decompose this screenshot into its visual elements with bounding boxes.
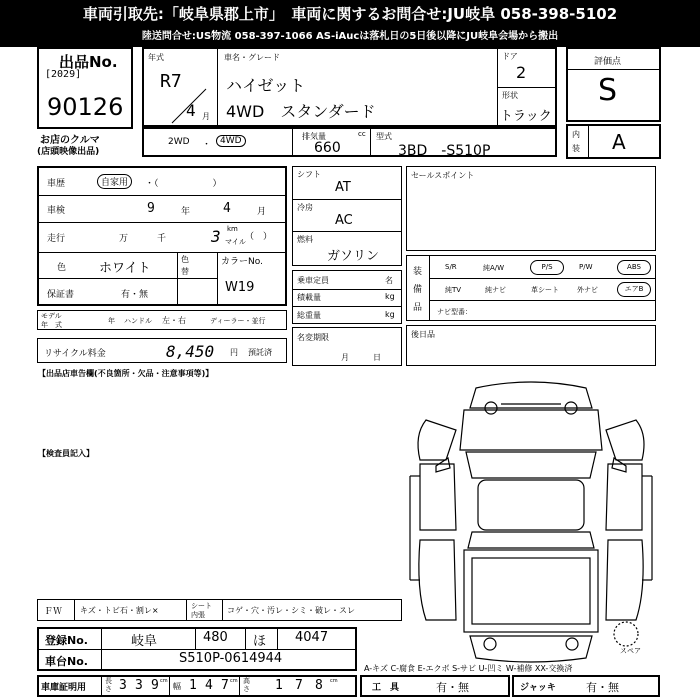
recycle-row bbox=[37, 338, 287, 363]
drive-2wd: 2WD bbox=[168, 137, 190, 147]
body-type: トラック bbox=[500, 109, 552, 124]
month-unit: 月 bbox=[202, 112, 210, 121]
year-value: R7 bbox=[160, 71, 182, 92]
interior-label-2: 装 bbox=[572, 144, 580, 153]
equipment-label-3: 品 bbox=[413, 303, 423, 313]
color-change-2: 替 bbox=[181, 267, 189, 276]
drive-4wd: 4WD bbox=[216, 135, 246, 147]
dim-length-unit: cm bbox=[160, 678, 168, 684]
equip-navi: 純ナビ bbox=[485, 286, 506, 294]
ac-value: AC bbox=[335, 213, 353, 228]
recycle-note: 預託済 bbox=[248, 348, 272, 357]
equip-tv: 純TV bbox=[445, 286, 462, 294]
capacity-box bbox=[292, 270, 402, 324]
chassis-label: 車台No. bbox=[45, 655, 88, 668]
rear-bumper bbox=[470, 636, 592, 662]
equip-ps: P/S bbox=[530, 260, 564, 275]
capacity-unit: 名 bbox=[385, 276, 393, 285]
seat-label-2: 内張 bbox=[191, 611, 205, 619]
mileage-man: 万 bbox=[119, 234, 129, 244]
rear-window bbox=[468, 532, 594, 548]
roof bbox=[478, 480, 584, 530]
equip-sr: S/R bbox=[445, 263, 457, 271]
equip-aw: 純A/W bbox=[483, 264, 505, 272]
mileage-unit-mile: マイル bbox=[225, 238, 246, 246]
dim-height-d3: 8 bbox=[315, 678, 323, 693]
dim-width-d3: 7 bbox=[221, 678, 229, 693]
reg-label: 登録No. bbox=[45, 634, 88, 647]
jack-value: 有・無 bbox=[586, 681, 619, 694]
dim-length-d1: 3 bbox=[119, 678, 127, 693]
inspection-label: 車検 bbox=[47, 206, 66, 216]
taillight-right bbox=[566, 638, 578, 650]
cert-label: 車庫証明用 bbox=[41, 683, 87, 693]
model-value: 3BD -S510P bbox=[398, 143, 491, 159]
fuel-value: ガソリン bbox=[327, 249, 380, 264]
score-box bbox=[566, 47, 661, 122]
name-label: 車名・グレード bbox=[224, 53, 280, 62]
after-box bbox=[406, 325, 656, 366]
inspection-month-unit: 月 bbox=[257, 207, 267, 217]
dim-height-label: 高さ bbox=[243, 677, 250, 693]
equipment-label-1: 装 bbox=[413, 267, 423, 277]
door-right bbox=[606, 464, 642, 530]
history-label: 車歴 bbox=[47, 179, 66, 189]
drive-box: 2WD ・ 4WD 排気量 cc 660 型式 3BD -S510P bbox=[142, 127, 557, 157]
chassis-value: S510P-0614944 bbox=[179, 651, 283, 666]
color-change-1: 色 bbox=[181, 255, 189, 264]
mileage-unit-km: km bbox=[227, 225, 238, 233]
recycle-unit: 円 bbox=[230, 348, 238, 357]
fender-front-right bbox=[606, 420, 644, 460]
vehicle-grade: 4WD スタンダード bbox=[226, 102, 376, 121]
weight-label: 総重量 bbox=[297, 311, 321, 320]
dim-length-d2: 3 bbox=[135, 678, 143, 693]
report-label: 【出品店車告欄(不良箇所・欠品・注意事項等)】 bbox=[38, 369, 214, 378]
header-line-2: 陸送問合せ:US物流 058-397-1066 AS-iAucは落札日の5日後以降にJU岐阜会場から搬出 bbox=[141, 31, 559, 42]
equip-airbag: エアB bbox=[617, 282, 651, 297]
inspector-label: 【検査員記入】 bbox=[38, 449, 94, 458]
lot-label: 出品No. bbox=[59, 53, 118, 71]
jack-label: ジャッキ bbox=[520, 683, 556, 693]
dealer-label: ディーラー・並行 bbox=[210, 317, 266, 325]
dim-height-d1: 1 bbox=[275, 678, 283, 693]
equip-abs: ABS bbox=[617, 260, 651, 275]
registration-box bbox=[37, 627, 357, 671]
name-change-box bbox=[292, 327, 402, 366]
color-value: ホワイト bbox=[99, 261, 151, 276]
color-no-value: W19 bbox=[225, 280, 255, 295]
mileage-paren: （ ） bbox=[245, 232, 273, 242]
side-rear-right bbox=[606, 540, 643, 620]
reg-num: 4047 bbox=[295, 630, 329, 645]
month-value: 4 bbox=[186, 101, 196, 120]
name-change-label: 名変期限 bbox=[297, 333, 329, 342]
spare-tire bbox=[614, 622, 638, 646]
mileage-label: 走行 bbox=[47, 234, 66, 244]
weight-unit: kg bbox=[385, 310, 395, 319]
capacity-label: 乗車定員 bbox=[297, 276, 329, 285]
handle-value: 左・右 bbox=[162, 316, 186, 325]
shift-value: AT bbox=[335, 180, 351, 195]
dim-height-d2: 7 bbox=[295, 678, 303, 693]
windshield bbox=[466, 452, 596, 478]
reg-kana: ほ bbox=[253, 634, 267, 649]
specs-box bbox=[292, 166, 402, 266]
equip-pw: P/W bbox=[579, 263, 593, 271]
displacement-label: 排気量 bbox=[302, 132, 326, 141]
header-bar bbox=[0, 0, 700, 47]
tools-value: 有・無 bbox=[436, 681, 469, 694]
interior-value: A bbox=[612, 130, 626, 154]
model-year-label-2: 年 式 bbox=[41, 321, 62, 329]
dim-width-d1: 1 bbox=[189, 678, 197, 693]
load-unit: kg bbox=[385, 292, 395, 301]
tools-label: 工 具 bbox=[372, 683, 400, 693]
fender-front-left bbox=[418, 420, 456, 460]
model-year-label-1: モデル bbox=[41, 312, 62, 320]
fw-row bbox=[37, 599, 402, 621]
history-rest: ・（ ） bbox=[145, 179, 222, 189]
mileage-value: 3 bbox=[211, 227, 221, 246]
color-label: 色 bbox=[57, 263, 67, 273]
interior-label-1: 内 bbox=[572, 130, 580, 139]
load-label: 積載量 bbox=[297, 293, 321, 302]
inspection-year: 9 bbox=[147, 201, 155, 216]
lot-box bbox=[37, 47, 133, 129]
cargo-bed bbox=[464, 550, 598, 632]
history-box bbox=[37, 166, 287, 306]
warranty-label: 保証書 bbox=[47, 290, 75, 300]
hood bbox=[460, 410, 602, 450]
reg-place: 岐阜 bbox=[131, 634, 158, 649]
taillight-left bbox=[484, 638, 496, 650]
dim-length-d3: 9 bbox=[151, 678, 159, 693]
reg-class: 480 bbox=[203, 630, 228, 645]
equipment-label-2: 備 bbox=[413, 285, 423, 295]
score-label: 評価点 bbox=[594, 57, 622, 67]
history-value: 自家用 bbox=[97, 174, 132, 189]
sales-box bbox=[406, 166, 656, 251]
interior-box bbox=[566, 124, 661, 159]
damage-legend: A-キズ C-腐食 E-エクボ S-サビ U-凹ミ W-補修 XX-交換済 bbox=[364, 664, 573, 673]
shop-note-1: お店のクルマ bbox=[40, 135, 100, 146]
dim-width-d2: 4 bbox=[205, 678, 213, 693]
dim-width-unit: cm bbox=[230, 678, 238, 684]
model-label: 型式 bbox=[376, 132, 392, 141]
jack-box bbox=[512, 675, 660, 697]
score-value: S bbox=[598, 73, 618, 108]
car-diagram bbox=[406, 380, 656, 665]
recycle-label: リサイクル料金 bbox=[44, 349, 106, 359]
seat-text: コゲ・穴・汚レ・シミ・破レ・スレ bbox=[227, 606, 355, 615]
dim-height-unit: cm bbox=[330, 678, 338, 684]
mileage-sen: 千 bbox=[157, 234, 167, 244]
tools-box bbox=[360, 675, 510, 697]
warranty-value: 有・無 bbox=[121, 290, 149, 300]
equip-ext-navi: 外ナビ bbox=[577, 286, 598, 294]
lot-number: 90126 bbox=[47, 93, 124, 121]
ac-label: 冷房 bbox=[297, 203, 313, 212]
shift-label: シフト bbox=[297, 170, 321, 179]
displacement-value: 660 bbox=[314, 140, 341, 156]
equipment-box bbox=[406, 255, 656, 321]
navi-label: ナビ型番： bbox=[437, 308, 472, 316]
inspection-year-unit: 年 bbox=[181, 207, 191, 217]
inspection-month: 4 bbox=[223, 201, 231, 216]
doors-label: ドア bbox=[502, 52, 518, 61]
dim-width-label: 幅 bbox=[173, 682, 181, 691]
vehicle-box bbox=[142, 47, 557, 127]
sales-label: セールスポイント bbox=[411, 171, 475, 180]
shop-note-2: (店頭映像出品) bbox=[37, 147, 100, 157]
lot-year-tag: [2029] bbox=[45, 69, 82, 80]
vehicle-name: ハイゼット bbox=[226, 76, 306, 95]
dim-length-label: 長さ bbox=[105, 677, 112, 693]
name-change-month: 月 bbox=[341, 353, 349, 362]
after-label: 後日品 bbox=[411, 330, 435, 339]
color-no-label: カラーNo. bbox=[221, 257, 263, 267]
door-left bbox=[420, 464, 456, 530]
spare-label: スペア bbox=[620, 647, 641, 655]
cargo-bed-inner bbox=[472, 558, 590, 624]
body-label: 形状 bbox=[502, 91, 518, 100]
cert-row bbox=[37, 675, 357, 697]
handle-label: ハンドル bbox=[124, 317, 152, 325]
seat-label-1: シート bbox=[191, 602, 212, 610]
fw-text: キズ・トビ石・割レ× bbox=[80, 606, 159, 615]
side-rear-left bbox=[419, 540, 456, 620]
doors-value: 2 bbox=[516, 63, 527, 82]
fw-label: ＦＷ bbox=[44, 607, 63, 617]
recycle-value: 8,450 bbox=[166, 342, 215, 361]
fuel-label: 燃料 bbox=[297, 235, 313, 244]
name-change-day: 日 bbox=[373, 353, 381, 362]
header-line-1: 車両引取先:「岐阜県郡上市」 車両に関するお問合せ:JU岐阜 058-398-5102 bbox=[82, 5, 618, 23]
model-year-row bbox=[37, 310, 287, 330]
displacement-unit: cc bbox=[358, 130, 366, 138]
model-year-unit: 年 bbox=[108, 317, 115, 325]
year-label: 年式 bbox=[148, 53, 164, 62]
equip-leather: 革シート bbox=[531, 286, 559, 294]
